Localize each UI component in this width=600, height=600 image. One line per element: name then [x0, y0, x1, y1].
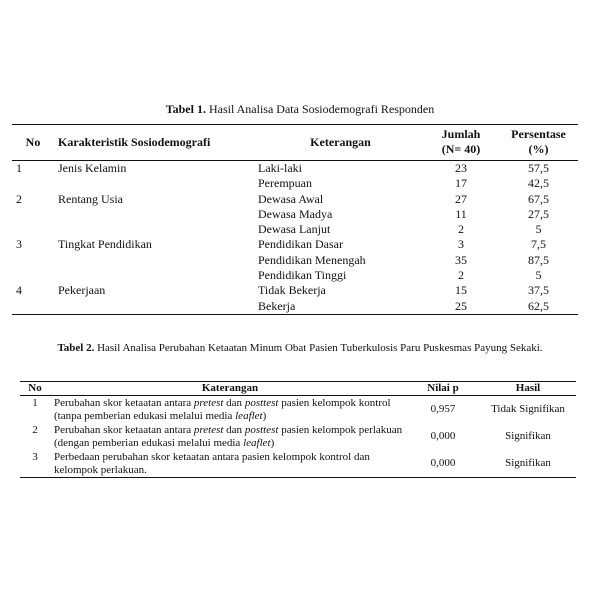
cell-no: 2 — [16, 191, 22, 206]
cell-jumlah: 3 — [458, 237, 464, 252]
cell-no — [12, 253, 50, 268]
table1-header-keterangan: Keterangan — [248, 125, 423, 161]
ket-text: Perubahan skor ketaatan antara — [54, 424, 194, 436]
cell-karakteristik: Pekerjaan — [58, 283, 106, 298]
cell-no — [12, 207, 50, 222]
ket-text: Perbedaan perubahan skor ketaatan antara pasien kelompok kontrol dan kelompok perlakuan. — [54, 451, 370, 476]
ket-text: ) — [270, 436, 275, 449]
table2-caption — [40, 338, 560, 359]
cell-keterangan — [50, 423, 406, 450]
cell-karakteristik: Tingkat Pendidikan — [58, 237, 152, 252]
table1-sosiodemografi — [12, 124, 578, 315]
cell-no: 1 — [16, 161, 22, 175]
ket-italic: pretest — [193, 397, 224, 409]
cell-no: 1 — [32, 397, 38, 409]
cell-keterangan: Dewasa Madya — [258, 206, 333, 221]
ket-text: Perubahan skor ketaatan antara — [54, 397, 194, 409]
cell-persentase: 5 — [535, 268, 542, 283]
table-row — [12, 161, 578, 177]
cell-no — [12, 176, 50, 191]
table2-header-hasil: Hasil — [480, 382, 576, 396]
cell-no — [12, 299, 50, 315]
cell-jumlah: 11 — [455, 206, 467, 221]
cell-keterangan: Dewasa Awal — [258, 191, 324, 206]
cell-persentase: 27,5 — [528, 206, 549, 221]
ket-text: dan — [223, 397, 245, 409]
table-row — [20, 450, 576, 478]
cell-persentase: 37,5 — [528, 283, 549, 298]
table2-header-no: No — [20, 382, 50, 396]
cell-hasil: Signifikan — [480, 450, 576, 478]
table1-header-persentase-line1: Persentase — [511, 127, 566, 141]
ket-italic: leaflet — [235, 409, 263, 422]
cell-jumlah: 2 — [458, 268, 464, 283]
cell-persentase: 7,5 — [531, 237, 546, 252]
table2-header-keterangan: Katerangan — [50, 382, 406, 396]
table-row — [12, 268, 578, 283]
cell-keterangan — [50, 396, 406, 424]
table-row — [12, 237, 578, 252]
ket-italic: leaflet — [243, 436, 271, 449]
cell-keterangan: Tidak Bekerja — [258, 283, 326, 298]
cell-persentase: 5 — [535, 222, 542, 237]
cell-jumlah: 25 — [423, 299, 499, 315]
table1-header-persentase-line2: (%) — [528, 142, 549, 156]
ket-text: pasien kelompok perlakuan (dengan pemberian edukasi melalui media — [54, 424, 403, 449]
cell-persentase: 57,5 — [528, 161, 549, 175]
cell-keterangan: Bekerja — [248, 299, 423, 315]
table1-header-row — [12, 125, 578, 161]
table-row — [12, 283, 578, 298]
cell-hasil: Signifikan — [505, 430, 551, 443]
cell-persentase: 42,5 — [528, 176, 549, 191]
table2-ketaatan — [20, 381, 576, 478]
cell-no — [12, 268, 50, 283]
cell-no — [12, 222, 50, 237]
ket-italic: pretest — [193, 424, 224, 436]
cell-nilai-p: 0,957 — [430, 403, 456, 416]
table-row — [12, 253, 578, 268]
table-row — [12, 207, 578, 222]
cell-nilai-p: 0,000 — [430, 430, 456, 443]
table1-header-karakteristik: Karakteristik Sosiodemografi — [50, 125, 248, 161]
cell-nilai-p: 0,000 — [406, 450, 480, 478]
cell-keterangan: Perempuan — [258, 176, 312, 191]
cell-jumlah: 23 — [455, 161, 467, 175]
ket-italic: posttest — [244, 397, 279, 409]
table1-caption-label: Tabel 1. — [165, 102, 206, 116]
cell-keterangan: Pendidikan Menengah — [258, 252, 366, 267]
cell-hasil: Tidak Signifikan — [491, 403, 565, 416]
table-row — [12, 176, 578, 191]
table-row — [12, 299, 578, 315]
cell-no: 4 — [16, 283, 22, 298]
cell-no: 3 — [16, 237, 22, 252]
table1-header-jumlah-line2: (N= 40) — [441, 142, 481, 156]
cell-no: 2 — [32, 424, 38, 436]
cell-jumlah: 27 — [455, 191, 467, 206]
cell-keterangan: Laki-laki — [258, 161, 302, 175]
table2-caption-label: Tabel 2. — [57, 342, 95, 354]
cell-keterangan: Dewasa Lanjut — [258, 222, 331, 237]
table1-header-persentase — [499, 125, 578, 161]
cell-keterangan: Pendidikan Dasar — [258, 237, 343, 252]
cell-keterangan: Pendidikan Tinggi — [258, 268, 347, 283]
table2-caption-text: Hasil Analisa Perubahan Ketaatan Minum Obat Pasien Tuberkulosis Paru Puskesmas Payung Sekaki. — [97, 342, 543, 354]
cell-jumlah: 17 — [455, 176, 467, 191]
table-row — [20, 423, 576, 450]
cell-persentase: 67,5 — [528, 191, 549, 206]
cell-karakteristik: Jenis Kelamin — [58, 161, 127, 175]
cell-jumlah: 15 — [455, 283, 467, 298]
cell-karakteristik: Rentang Usia — [58, 191, 123, 206]
cell-keterangan — [50, 450, 406, 478]
cell-no: 3 — [20, 450, 50, 478]
table1-header-no: No — [12, 125, 50, 161]
cell-karakteristik — [50, 222, 248, 237]
cell-karakteristik — [50, 299, 248, 315]
ket-text: pasien kelompok kontrol (tanpa pemberian edukasi melalui media — [54, 397, 391, 422]
table-row — [12, 222, 578, 237]
table1-caption — [0, 102, 600, 117]
table1-caption-text: Hasil Analisa Data Sosiodemografi Responden — [208, 102, 435, 116]
cell-karakteristik — [50, 268, 248, 283]
table1-header-jumlah — [423, 125, 499, 161]
cell-persentase: 62,5 — [499, 299, 578, 315]
ket-italic: posttest — [244, 424, 279, 436]
ket-text: dan — [223, 424, 245, 436]
table-row — [20, 396, 576, 424]
cell-karakteristik — [50, 253, 248, 268]
ket-text: ) — [262, 409, 267, 422]
table2-header-row — [20, 382, 576, 396]
cell-jumlah: 35 — [455, 252, 467, 267]
cell-jumlah: 2 — [458, 222, 464, 237]
cell-karakteristik — [50, 176, 248, 191]
table2-header-nilai: Nilai p — [406, 382, 480, 396]
table-row — [12, 192, 578, 207]
table1-header-jumlah-line1: Jumlah — [441, 127, 481, 141]
cell-persentase: 87,5 — [528, 252, 549, 267]
cell-karakteristik — [50, 207, 248, 222]
